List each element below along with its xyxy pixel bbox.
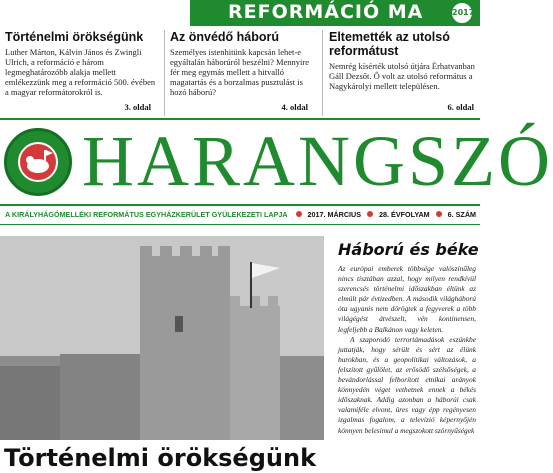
anniversary-badge: 2017 [450, 1, 474, 25]
publication-subtitle: A KIRÁLYHÁGÓMELLÉKI REFORMÁTUS EGYHÁZKERÜLET GYÜLEKEZETI LAPJA [5, 210, 288, 219]
issue-info [292, 208, 477, 222]
issue-number: 6. SZÁM [447, 210, 476, 219]
divider [0, 224, 480, 225]
issue-volume: 28. ÉVFOLYAM [379, 210, 430, 219]
issue-date: 2017. MÁRCIUS [307, 210, 362, 219]
article-paragraph: A szaporodó terrortámadások eszünkbe juttatják, hogy sérült és sért az élünk burokban, és a geopolitikai változások, a felszított gyűlölet, az erősödő szélsőségek, a bevándorlással felborított etnikai arányok könnyedén véget vethetnek ennek a békés időszaknak. Addig azonban a háborúi csak valamiféle elvont, üres vagy épp regényesen izgalmas fogalom, a televízió képernyőjén könnyen belesimul a megszokott szörnyűségek [338, 334, 476, 435]
masthead-title: HARANGSZÓ [82, 121, 553, 201]
bullet-icon [436, 211, 442, 217]
divider [0, 118, 480, 120]
article-body [338, 264, 476, 436]
article-title[interactable]: Háború és béke [338, 240, 479, 259]
teaser-title: Történelmi örökségünk [5, 30, 144, 44]
castle-photo[interactable] [0, 236, 324, 440]
section-banner [190, 0, 480, 26]
section-label: REFORMÁCIÓ MA [228, 1, 424, 23]
teaser-title: Eltemették az utolsó reformátust [329, 30, 450, 58]
teaser-page-ref: 6. oldal [447, 102, 474, 112]
divider [0, 204, 480, 206]
lamb-emblem-icon [18, 142, 58, 182]
church-seal-logo [4, 128, 72, 196]
teaser-funeral[interactable] [322, 30, 480, 116]
teaser-page-ref: 4. oldal [281, 102, 308, 112]
teaser-row [0, 30, 480, 116]
teaser-text: Személyes istenhitünk kapcsán lehet-e egyáltalán háborúról beszélni? Mennyire fér meg egymás mellett a hitvalló magatartás és a borzalmas pusztulást is hozó háború? [170, 47, 310, 97]
teaser-title: Az önvédő háború [170, 30, 280, 44]
teaser-history[interactable] [5, 30, 157, 116]
bullet-icon [296, 211, 302, 217]
bullet-icon [367, 211, 373, 217]
article-paragraph: Az európai emberek többsége valószínűleg nincs tisztában azzal, hogy milyen rendkívül szerencsés történelmi időszakban éltünk az elmúlt pár évtizedben. A második világháború óta ugyanis nem dörögtek a fegyverek a több világégést átvészelt, vén kontinensen, legfeljebb a Balkánon vagy keleten. [338, 264, 476, 334]
teaser-war[interactable] [164, 30, 314, 116]
teaser-page-ref: 3. oldal [124, 102, 151, 112]
teaser-text: Nemrég kísérték utolsó útjára Érhatvanban Gáll Dezsőt. Ő volt az utolsó református a Nagykárolyi mellett településen. [329, 61, 475, 91]
masthead-subbar [0, 208, 480, 222]
teaser-text: Luther Márton, Kálvin János és Zwingli Ulrich, a reformáció e három legmeghatározóbb alakja mellett emlékezzünk meg a reformáció 500. évében a magyar reformátorokról is. [5, 47, 156, 97]
lead-article-title[interactable]: Történelmi örökségünk [4, 444, 317, 472]
